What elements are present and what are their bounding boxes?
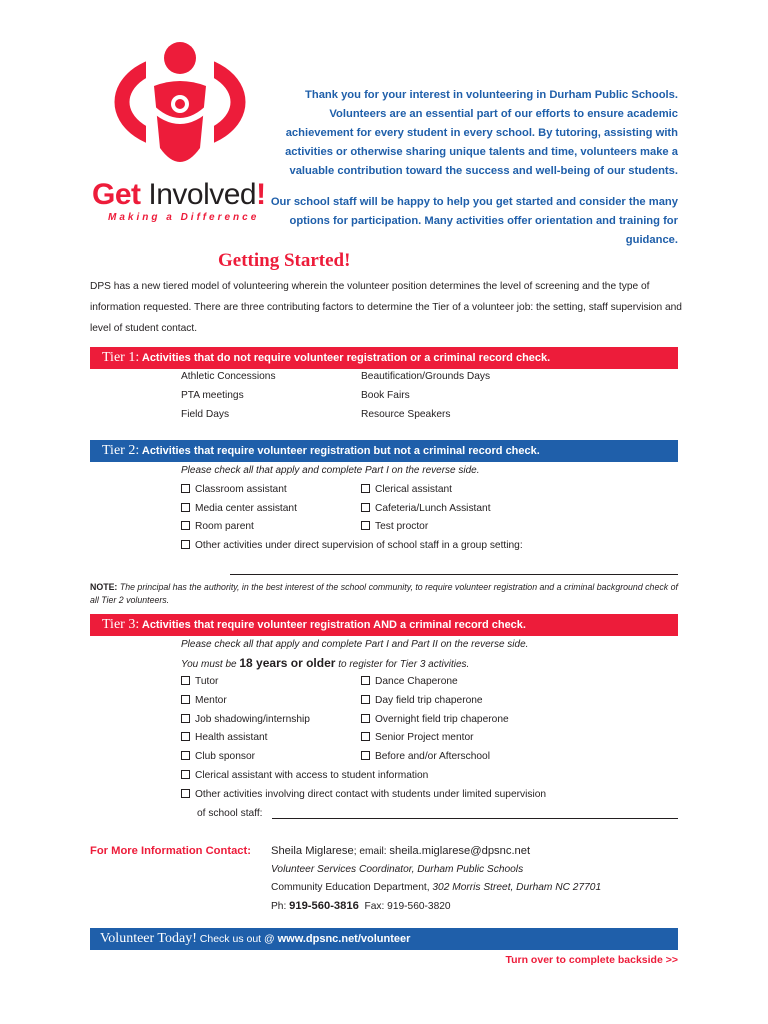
- tier1-item: Athletic Concessions: [181, 371, 276, 382]
- tier3-option-label: Dance Chaperone: [375, 676, 458, 687]
- checkbox[interactable]: [361, 521, 370, 530]
- intro-paragraph-2: Our school staff will be happy to help you get started and consider the many options for participation. Many activities offer orientation and training for guidance.: [270, 196, 678, 246]
- contact-name: Sheila Miglarese: [271, 845, 354, 857]
- contact-dept: Community Education Department,: [271, 882, 430, 893]
- logo-title-get: Get: [92, 178, 141, 211]
- phone-label: Ph:: [271, 901, 287, 912]
- tier3-other-label: Other activities involving direct contact with students under limited supervision: [195, 789, 547, 800]
- tier3-option-label: Before and/or Afterschool: [375, 751, 490, 762]
- checkbox[interactable]: [181, 751, 190, 760]
- tier3-option-label: Health assistant: [195, 732, 268, 743]
- logo-title-involved: Involved: [148, 178, 257, 211]
- checkbox[interactable]: [181, 789, 190, 798]
- note-text: The principal has the authority, in the best interest of the school community, to require volunteer registration and a criminal background check of all Tier 2 volunteers.: [90, 582, 678, 605]
- tier2-instruction: Please check all that apply and complete Part I on the reverse side.: [181, 465, 480, 476]
- fax-label: Fax:: [364, 901, 385, 912]
- tier3-option-label: Mentor: [195, 695, 227, 706]
- checkbox[interactable]: [361, 714, 370, 723]
- tier3-age-requirement: [181, 656, 469, 670]
- tier2-option[interactable]: [181, 500, 297, 518]
- logo-title: [92, 178, 266, 212]
- tier3-description: Activities that require volunteer registration AND a criminal record check.: [141, 619, 526, 631]
- checkbox[interactable]: [361, 751, 370, 760]
- tier3-option-label: Club sponsor: [195, 751, 256, 762]
- tier3-option[interactable]: [361, 673, 458, 691]
- checkbox[interactable]: [181, 540, 190, 549]
- contact-email-label: ; email:: [353, 846, 387, 857]
- checkbox[interactable]: [181, 484, 190, 493]
- tier2-option-label: Test proctor: [375, 521, 429, 532]
- age-post: to register for Tier 3 activities.: [338, 659, 470, 670]
- note: [90, 581, 682, 607]
- tier3-option[interactable]: [181, 692, 227, 710]
- get-involved-figure-icon: [90, 36, 270, 186]
- intro-paragraph-1: Thank you for your interest in volunteering in Durham Public Schools. Volunteers are an essential part of our efforts to ensure academic achievement for every student in every school. By tutoring, assisting with activities or otherwise sharing unique talents and time, volunteers make a valuable contribution toward the success and well-being of our students.: [285, 89, 678, 177]
- getting-started-heading: Getting Started!: [218, 250, 351, 271]
- logo-title-bang: !: [256, 178, 266, 211]
- volunteer-today-bar: [90, 928, 678, 950]
- tier3-label: Tier 3:: [102, 617, 140, 632]
- tier3-instruction: Please check all that apply and complete Part I and Part II on the reverse side.: [181, 639, 529, 650]
- age-bold: 18 years or older: [239, 656, 336, 670]
- checkbox[interactable]: [181, 732, 190, 741]
- tier2-option-label: Media center assistant: [195, 503, 297, 514]
- tier3-option-label: Tutor: [195, 676, 219, 687]
- tier3-bar: [90, 614, 678, 636]
- tier3-option[interactable]: [361, 729, 474, 747]
- tier1-item: PTA meetings: [181, 390, 244, 401]
- tier3-other-write-in-line[interactable]: [272, 818, 678, 819]
- tier2-option-label: Classroom assistant: [195, 484, 287, 495]
- contact-phone-line: [271, 900, 451, 912]
- tier3-clerical-option[interactable]: [181, 767, 428, 785]
- tier3-option[interactable]: [361, 692, 483, 710]
- tier3-other-label-2: of school staff:: [197, 808, 263, 819]
- tier3-option-label: Job shadowing/internship: [195, 714, 310, 725]
- contact-name-line: [271, 845, 530, 857]
- age-pre: You must be: [181, 659, 237, 670]
- tier1-label: Tier 1:: [102, 350, 140, 365]
- tier2-description: Activities that require volunteer registration but not a criminal record check.: [141, 445, 540, 457]
- tier3-option[interactable]: [181, 673, 218, 691]
- checkbox[interactable]: [361, 695, 370, 704]
- tier3-option-label: Overnight field trip chaperone: [375, 714, 509, 725]
- intro-text: [262, 86, 678, 250]
- tier2-label: Tier 2:: [102, 443, 140, 458]
- tier2-option[interactable]: [361, 481, 452, 499]
- contact-email[interactable]: sheila.miglarese@dpsnc.net: [389, 845, 531, 857]
- tier2-other-write-in-line[interactable]: [230, 574, 678, 575]
- checkbox[interactable]: [361, 484, 370, 493]
- contact-address: 302 Morris Street, Durham NC 27701: [432, 882, 602, 893]
- tier1-item: Resource Speakers: [361, 409, 451, 420]
- tier3-option-label: Senior Project mentor: [375, 732, 474, 743]
- checkbox[interactable]: [181, 503, 190, 512]
- tier2-option-label: Cafeteria/Lunch Assistant: [375, 503, 491, 514]
- volunteer-today-label: Volunteer Today!: [100, 931, 197, 946]
- checkbox[interactable]: [181, 714, 190, 723]
- checkbox[interactable]: [181, 676, 190, 685]
- volunteer-url-link[interactable]: www.dpsnc.net/volunteer: [277, 933, 411, 945]
- checkbox[interactable]: [361, 676, 370, 685]
- tier2-other-label: Other activities under direct supervision of school staff in a group setting:: [195, 540, 523, 551]
- checkbox[interactable]: [181, 770, 190, 779]
- tier2-option[interactable]: [361, 518, 428, 536]
- tier3-clerical-label: Clerical assistant with access to student information: [195, 770, 429, 781]
- tier1-item: Book Fairs: [361, 390, 410, 401]
- tier1-description: Activities that do not require volunteer registration or a criminal record check.: [141, 352, 551, 364]
- tier2-option[interactable]: [181, 481, 287, 499]
- tier3-option-label: Day field trip chaperone: [375, 695, 483, 706]
- tier2-other-option[interactable]: [181, 537, 523, 555]
- tier1-item: Beautification/Grounds Days: [361, 371, 491, 382]
- checkbox[interactable]: [361, 732, 370, 741]
- checkbox[interactable]: [361, 503, 370, 512]
- note-label: NOTE:: [90, 582, 118, 592]
- contact-label: For More Information Contact:: [90, 845, 251, 857]
- tier3-option[interactable]: [361, 711, 509, 729]
- tier2-bar: [90, 440, 678, 462]
- tier3-option[interactable]: [181, 729, 267, 747]
- tier2-option-label: Clerical assistant: [375, 484, 452, 495]
- contact-phone: 919-560-3816: [289, 900, 359, 912]
- logo-tagline: Making a Difference: [108, 212, 260, 223]
- contact-address-line: [271, 882, 601, 893]
- tier3-other-option[interactable]: [181, 786, 546, 804]
- tier2-option[interactable]: [361, 500, 491, 518]
- getting-started-body: DPS has a new tiered model of volunteering wherein the volunteer position determines the level of screening and the type of information requested. There are three contributing factors to determine the Tier of a volunteer job: the setting, staff supervision and level of student contact.: [90, 281, 682, 334]
- checkbox[interactable]: [181, 695, 190, 704]
- tier3-option[interactable]: [181, 748, 255, 766]
- tier2-option-label: Room parent: [195, 521, 254, 532]
- tier3-option[interactable]: [181, 711, 310, 729]
- checkbox[interactable]: [181, 521, 190, 530]
- tier1-bar: [90, 347, 678, 369]
- check-us-out-label: Check us out @: [199, 933, 275, 945]
- tier1-item: Field Days: [181, 409, 230, 420]
- turn-over-text: Turn over to complete backside >>: [505, 954, 678, 966]
- tier3-option[interactable]: [361, 748, 490, 766]
- contact-role: Volunteer Services Coordinator, Durham Public Schools: [271, 864, 524, 875]
- contact-fax: 919-560-3820: [387, 901, 451, 912]
- tier2-option[interactable]: [181, 518, 254, 536]
